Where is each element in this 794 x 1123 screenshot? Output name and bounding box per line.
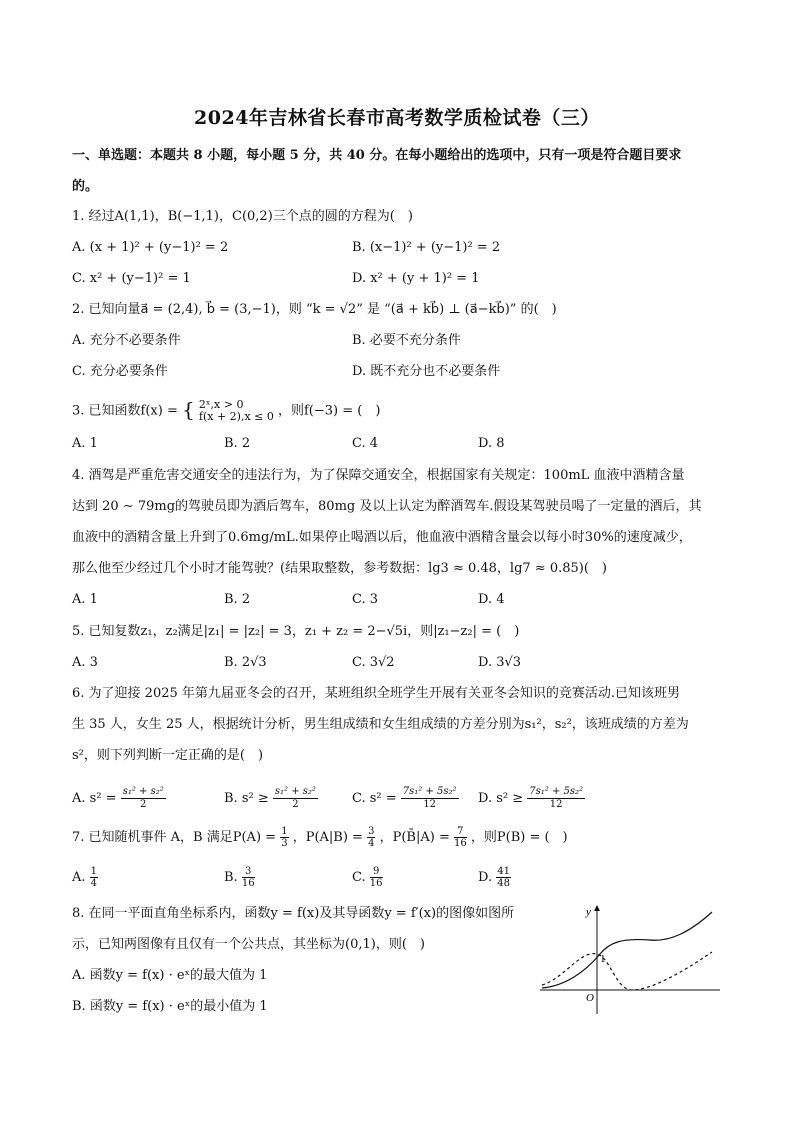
q2-option-c: C. 充分必要条件 bbox=[72, 364, 168, 379]
q7-stem-mid1: ，P(A|B) = bbox=[292, 830, 363, 845]
q7-pab-fraction bbox=[367, 826, 375, 849]
q7-d-num: 41 bbox=[497, 866, 510, 877]
q7-pab-den: 4 bbox=[368, 838, 375, 849]
q6-a-denominator: 2 bbox=[140, 799, 147, 810]
q7-option-d bbox=[478, 866, 511, 889]
question-5-stem: 5. 已知复数z₁，z₂满足|z₁| = |z₂| = 3，z₁ + z₂ = 2−√5i，则|z₁−z₂| = ( ) bbox=[72, 624, 520, 639]
q6-option-c-fraction bbox=[401, 786, 459, 811]
q6-option-d bbox=[478, 786, 585, 811]
q7-option-a-label: A. bbox=[72, 870, 86, 885]
q8-option-a: A. 函数y = f(x) · eˣ的最大值为 1 bbox=[72, 968, 268, 983]
q6-option-c bbox=[352, 786, 459, 811]
section-header-cont: 的。 bbox=[72, 179, 99, 194]
q7-option-d-label: D. bbox=[478, 870, 493, 885]
q7-pab-num: 3 bbox=[368, 826, 375, 837]
question-6-stem-line-2: 生 35 人，女生 25 人，根据统计分析，男生组成绩和女生组成绩的方差分别为s₁²，s₂²，该班成绩的方差为 bbox=[72, 717, 689, 732]
q6-b-denominator: 2 bbox=[292, 799, 299, 810]
q7-option-c-label: C. bbox=[352, 870, 366, 885]
q6-c-numerator: 7s₁² + 5s₂² bbox=[402, 786, 457, 797]
q5-option-d: D. 3√3 bbox=[478, 655, 522, 670]
question-3-stem bbox=[72, 399, 380, 423]
q8-function-graph bbox=[540, 902, 720, 1014]
q3-option-d: D. 8 bbox=[478, 436, 505, 451]
q6-option-c-label: C. s² = bbox=[352, 791, 397, 806]
y-axis-arrow-icon bbox=[594, 905, 600, 911]
q7-a-num: 1 bbox=[90, 866, 98, 877]
question-6-stem-line-3: s²，则下列判断一定正确的是( ) bbox=[72, 748, 264, 763]
q7-pba-den: 16 bbox=[454, 838, 467, 849]
q2-option-d: D. 既不充分也不必要条件 bbox=[352, 364, 501, 379]
q5-option-c: C. 3√2 bbox=[352, 655, 395, 670]
question-4-stem-line-1: 4. 酒驾是严重危害交通安全的违法行为，为了保障交通安全，根据国家有关规定：100mL 血液中酒精含量 bbox=[72, 468, 685, 483]
q6-option-d-fraction bbox=[527, 786, 585, 811]
q7-option-a bbox=[72, 866, 98, 889]
q7-option-b-label: B. bbox=[224, 870, 238, 885]
q3-piece-2: f(x + 2),x ≤ 0 bbox=[198, 410, 274, 423]
question-4-stem-line-3: 血液中的酒精含量上升到了0.6mg/mL.如果停止喝酒以后，他血液中酒精含量会以每小时30%的速度减少， bbox=[72, 530, 692, 545]
q7-b-den: 16 bbox=[241, 878, 255, 889]
q7-stem-prefix: 7. 已知随机事件 A，B 满足P(A) = bbox=[72, 830, 277, 845]
q3-stem-suffix: ，则f(−3) = ( ) bbox=[278, 403, 381, 419]
q6-option-a-label: A. s² = bbox=[72, 791, 117, 806]
q7-option-d-fraction bbox=[496, 866, 511, 889]
q7-b-num: 3 bbox=[242, 866, 255, 878]
q6-d-denominator: 12 bbox=[549, 799, 563, 810]
q6-a-numerator: s₁² + s₂² bbox=[122, 786, 164, 797]
q6-b-numerator: s₁² + s₂² bbox=[274, 786, 316, 797]
q7-option-b-fraction bbox=[242, 866, 255, 889]
q7-pba-fraction bbox=[454, 826, 467, 849]
q7-a-den: 4 bbox=[90, 878, 98, 889]
q1-option-c: C. x² + (y−1)² = 1 bbox=[72, 271, 191, 286]
q7-d-den: 48 bbox=[497, 878, 510, 889]
q3-brace: { bbox=[182, 397, 195, 422]
q3-option-b: B. 2 bbox=[224, 436, 251, 451]
q7-pba-num: 7 bbox=[454, 826, 467, 838]
q7-option-c-fraction bbox=[370, 866, 383, 889]
y-axis-label: y bbox=[586, 906, 591, 918]
q6-option-b bbox=[224, 786, 318, 811]
f-prime-curve bbox=[542, 952, 712, 990]
q7-option-b bbox=[224, 866, 255, 889]
q7-pa-num: 1 bbox=[281, 826, 288, 837]
question-8-stem-line-1: 8. 在同一平面直角坐标系内，函数y = f(x)及其导函数y = f′(x)的图像如图所 bbox=[72, 906, 515, 921]
page-title: 2024年吉林省长春市高考数学质检试卷（三） bbox=[194, 107, 600, 129]
question-4-stem-line-4: 那么他至少经过几个小时才能驾驶？(结果取整数，参考数据：lg3 ≈ 0.48，lg7 ≈ 0.85)( ) bbox=[72, 561, 607, 576]
question-1-stem: 1. 经过A(1,1)，B(−1,1)，C(0,2)三个点的圆的方程为( ) bbox=[72, 209, 413, 224]
q3-piece-1: 2ˣ,x > 0 bbox=[198, 398, 244, 411]
question-7-stem bbox=[72, 826, 568, 849]
q3-option-c: C. 4 bbox=[352, 436, 379, 451]
q7-c-num: 9 bbox=[370, 866, 383, 878]
q8-option-b: B. 函数y = f(x) · eˣ的最小值为 1 bbox=[72, 999, 268, 1014]
q7-stem-mid2: ，P(B̄|A) = bbox=[379, 830, 450, 845]
q4-option-a: A. 1 bbox=[72, 592, 98, 607]
q2-option-b: B. 必要不充分条件 bbox=[352, 333, 461, 348]
question-4-stem-line-2: 达到 20 ∼ 79mg的驾驶员即为酒后驾车，80mg 及以上认定为醉酒驾车.假设某驾驶员喝了一定量的酒后，其 bbox=[72, 499, 702, 514]
q4-option-d: D. 4 bbox=[478, 592, 505, 607]
q1-option-a: A. (x + 1)² + (y−1)² = 2 bbox=[72, 240, 229, 255]
question-2-stem: 2. 已知向量a⃗ = (2,4), b⃗ = (3,−1)，则 “k = √2” 是 “(a⃗ + kb⃗) ⊥ (a⃗−kb⃗)” 的( ) bbox=[72, 302, 557, 317]
q1-option-b: B. (x−1)² + (y−1)² = 2 bbox=[352, 240, 501, 255]
question-6-stem-line-1: 6. 为了迎接 2025 年第九届亚冬会的召开，某班组织全班学生开展有关亚冬会知识的竞赛活动.已知该班男 bbox=[72, 686, 681, 701]
q1-option-d: D. x² + (y + 1)² = 1 bbox=[352, 271, 480, 286]
q4-option-c: C. 3 bbox=[352, 592, 379, 607]
q3-piecewise bbox=[199, 399, 274, 423]
q3-stem-prefix: 3. 已知函数f(x) = bbox=[72, 403, 178, 419]
q6-option-d-label: D. s² ≥ bbox=[478, 791, 524, 806]
q5-option-b: B. 2√3 bbox=[224, 655, 267, 670]
q7-option-a-fraction bbox=[90, 866, 98, 889]
q7-stem-suffix: ，则P(B) = ( ) bbox=[470, 830, 568, 845]
section-header: 一、单选题：本题共 8 小题，每小题 5 分，共 40 分。在每小题给出的选项中，只有一项是符合题目要求 bbox=[72, 148, 682, 163]
q3-option-a: A. 1 bbox=[72, 436, 98, 451]
q6-option-b-fraction bbox=[273, 786, 318, 811]
q7-c-den: 16 bbox=[369, 878, 383, 889]
question-8-stem-line-2: 示，已知两图像有且仅有一个公共点，其坐标为(0,1)，则( ) bbox=[72, 937, 425, 952]
q6-option-b-label: B. s² ≥ bbox=[224, 791, 269, 806]
q5-option-a: A. 3 bbox=[72, 655, 98, 670]
q7-pa-fraction bbox=[280, 826, 288, 849]
origin-label: O bbox=[586, 992, 594, 1004]
q6-c-denominator: 12 bbox=[423, 799, 437, 810]
q6-option-a-fraction bbox=[121, 786, 166, 811]
intersection-label: 1 bbox=[600, 953, 606, 965]
q4-option-b: B. 2 bbox=[224, 592, 251, 607]
q6-d-numerator: 7s₁² + 5s₂² bbox=[529, 786, 584, 797]
f-curve bbox=[542, 912, 712, 988]
q7-pa-den: 3 bbox=[281, 838, 288, 849]
q6-option-a bbox=[72, 786, 166, 811]
q2-option-a: A. 充分不必要条件 bbox=[72, 333, 181, 348]
q7-option-c bbox=[352, 866, 383, 889]
